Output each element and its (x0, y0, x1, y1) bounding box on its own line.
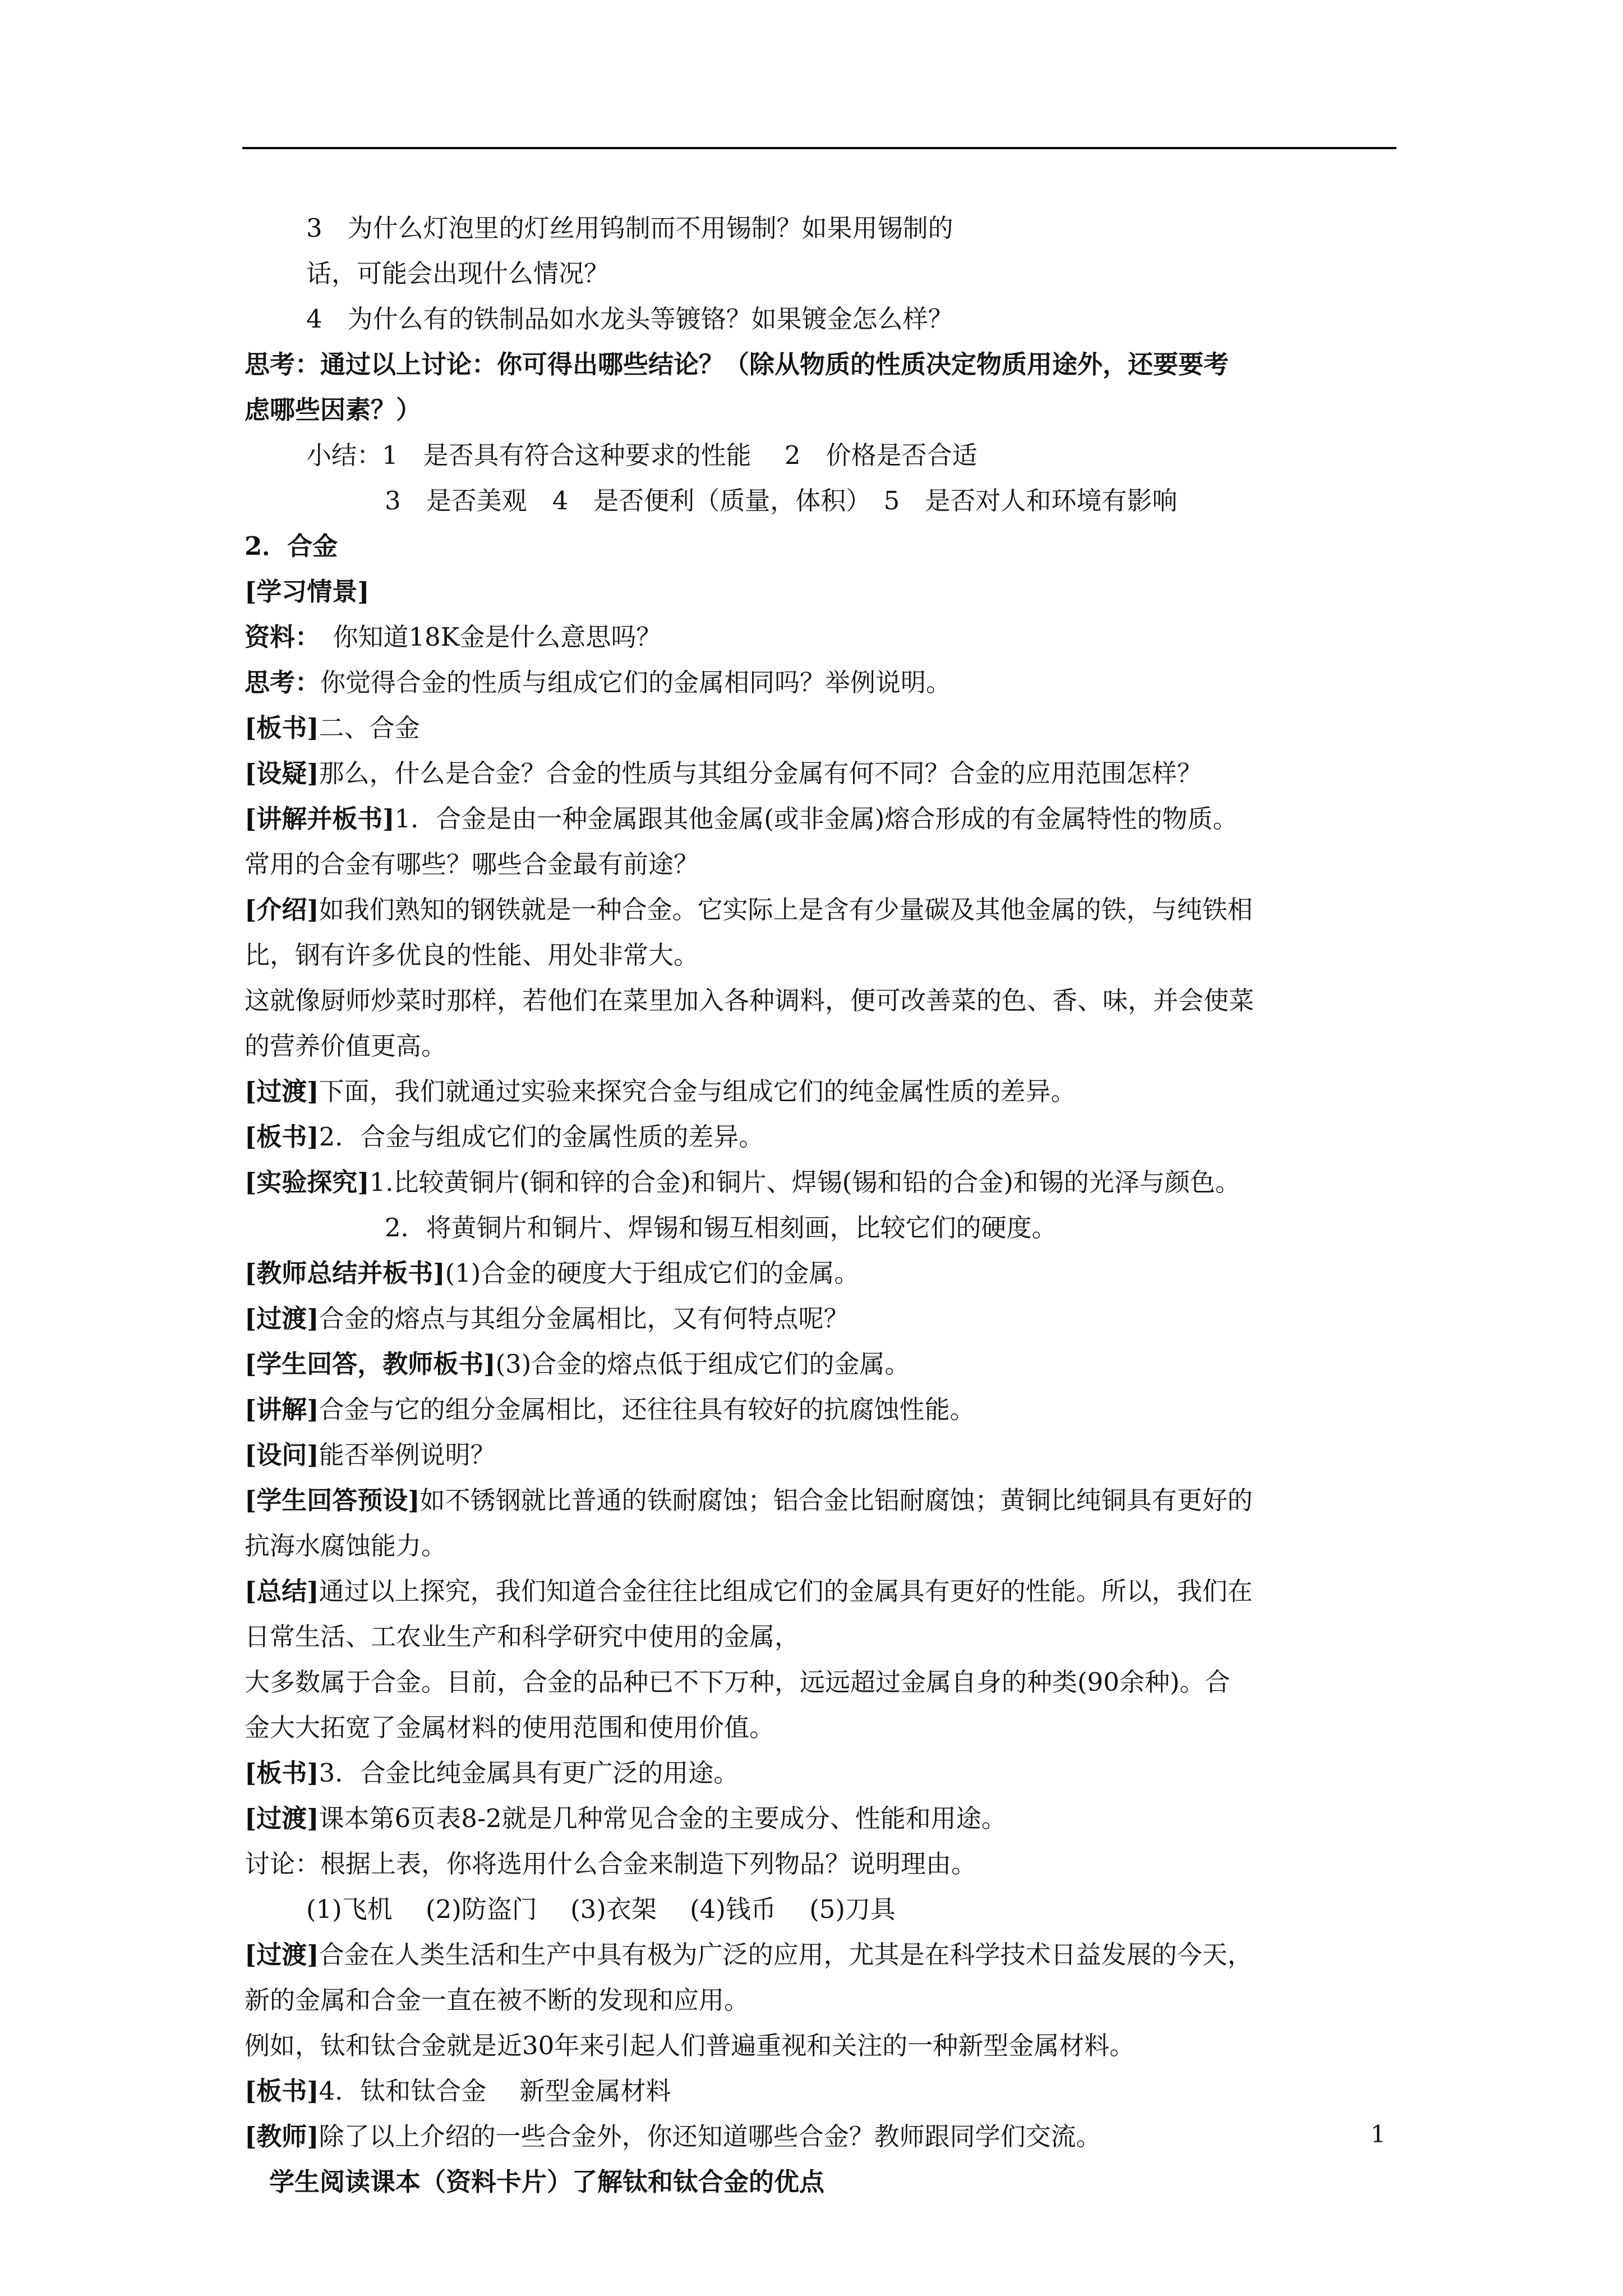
text-line (245, 1750, 1400, 1796)
text-line (245, 251, 1400, 296)
line-text: 虑哪些因素？） (245, 395, 422, 425)
section-tag: [教师总结并板书] (245, 1258, 445, 1288)
text-line (245, 296, 1400, 342)
text-line (245, 1296, 1400, 1341)
text-line (245, 2114, 1400, 2159)
text-line (245, 2159, 1400, 2205)
line-text: 大多数属于合金。目前，合金的品种已不下万种，远远超过金属自身的种类(90余种)。合 (245, 1667, 1230, 1697)
text-line (245, 1069, 1400, 1114)
text-line (245, 1023, 1400, 1069)
section-tag: [过渡] (245, 1803, 319, 1833)
line-text: 除了以上介绍的一些合金外，你还知道哪些合金？教师跟同学们交流。 (319, 2122, 1101, 2151)
text-line (245, 342, 1400, 387)
line-text: 如我们熟知的钢铁就是一种合金。它实际上是含有少量碳及其他金属的铁，与纯铁相 (319, 895, 1253, 924)
text-line (245, 1977, 1400, 2023)
line-text: 小结：1 是否具有符合这种要求的性能 2 价格是否合适 (306, 440, 978, 470)
text-line (245, 523, 1400, 569)
line-text: 比，钢有许多优良的性能、用处非常大。 (245, 940, 699, 970)
text-line (245, 1887, 1400, 1932)
line-text: 你觉得合金的性质与组成它们的金属相同吗？举例说明。 (320, 668, 952, 697)
text-line (245, 569, 1400, 614)
line-text: 话，可能会出现什么情况？ (306, 259, 610, 288)
text-line (245, 978, 1400, 1023)
line-text: 新的金属和合金一直在被不断的发现和应用。 (245, 1985, 750, 2015)
section-tag: [实验探究] (245, 1167, 370, 1197)
section-tag: [过渡] (245, 1940, 319, 1970)
text-line (245, 1523, 1400, 1568)
line-text: 合金在人类生活和生产中具有极为广泛的应用，尤其是在科学技术日益发展的今天， (319, 1940, 1253, 1970)
line-text: 3 是否美观 4 是否便利（质量，体积） 5 是否对人和环境有影响 (385, 486, 1178, 516)
text-line (245, 1114, 1400, 1159)
text-line (245, 1659, 1400, 1705)
section-tag: [讲解] (245, 1395, 319, 1424)
text-line (245, 205, 1400, 251)
line-text: 2．合金 (245, 531, 338, 561)
line-text: 抗海水腐蚀能力。 (245, 1531, 447, 1561)
line-text: 下面，我们就通过实验来探究合金与组成它们的纯金属性质的差异。 (319, 1076, 1076, 1106)
header-rule (242, 147, 1396, 149)
line-text: 1.比较黄铜片(铜和锌的合金)和铜片、焊锡(锡和铅的合金)和锡的光泽与颜色。 (369, 1167, 1241, 1197)
text-line (245, 1432, 1400, 1478)
section-tag: [板书] (245, 1122, 319, 1152)
text-line (245, 1932, 1400, 1977)
section-tag: [过渡] (245, 1304, 319, 1333)
line-text: 学生阅读课本（资料卡片）了解钛和钛合金的优点 (269, 2167, 825, 2197)
page-number: 1 (1371, 2120, 1386, 2148)
line-text: 合金的熔点与其组分金属相比，又有何特点呢？ (319, 1304, 849, 1333)
line-text: 4．钛和钛合金 新型金属材料 (319, 2076, 671, 2106)
section-tag: [板书] (245, 2076, 319, 2106)
line-text: 4 为什么有的铁制品如水龙头等镀铬？如果镀金怎么样？ (306, 304, 953, 334)
text-line (245, 1341, 1400, 1387)
section-tag: [板书] (245, 713, 319, 743)
line-text: 能否举例说明？ (319, 1440, 496, 1470)
line-text: 合金与它的组分金属相比，还往往具有较好的抗腐蚀性能。 (319, 1395, 975, 1424)
line-text: (3)合金的熔点低于组成它们的金属。 (495, 1349, 910, 1379)
text-line (245, 1705, 1400, 1750)
text-line (245, 1387, 1400, 1432)
line-text: 金大大拓宽了金属材料的使用范围和使用价值。 (245, 1713, 775, 1742)
text-line (245, 705, 1400, 751)
text-line (245, 1796, 1400, 1841)
section-tag: [学生回答，教师板书] (245, 1349, 496, 1379)
text-line (245, 796, 1400, 841)
section-tag: [设问] (245, 1440, 319, 1470)
line-text: 如不锈钢就比普通的铁耐腐蚀；铝合金比铝耐腐蚀；黄铜比纯铜具有更好的 (419, 1485, 1253, 1515)
line-text: 讨论：根据上表，你将选用什么合金来制造下列物品？说明理由。 (245, 1849, 977, 1879)
text-line (245, 1478, 1400, 1523)
text-line (245, 2068, 1400, 2114)
line-text: (1)合金的硬度大于组成它们的金属。 (445, 1258, 860, 1288)
section-tag: [过渡] (245, 1076, 319, 1106)
line-text: 例如，钛和钛合金就是近30年来引起人们普遍重视和关注的一种新型金属材料。 (245, 2031, 1135, 2060)
text-line (245, 478, 1400, 523)
line-text: 3．合金比纯金属具有更广泛的用途。 (319, 1758, 739, 1788)
line-text: 思考：通过以上讨论：你可得出哪些结论？（除从物质的性质决定物质用途外，还要要考 (245, 349, 1229, 379)
line-text: 那么，什么是合金？合金的性质与其组分金属有何不同？合金的应用范围怎样？ (319, 758, 1202, 788)
document-body (245, 205, 1400, 2205)
line-text: 1．合金是由一种金属跟其他金属(或非金属)熔合形成的有金属特性的物质。 (394, 804, 1238, 834)
text-line (245, 1614, 1400, 1659)
line-text: 这就像厨师炒菜时那样，若他们在菜里加入各种调料，便可改善菜的色、香、味，并会使菜 (245, 986, 1255, 1015)
text-line (245, 1250, 1400, 1296)
line-text: 2．合金与组成它们的金属性质的差异。 (319, 1122, 764, 1152)
text-line (245, 751, 1400, 796)
line-text: 课本第6页表8-2就是几种常见合金的主要成分、性能和用途。 (319, 1803, 1007, 1833)
text-line (245, 1159, 1400, 1205)
text-line (245, 2023, 1400, 2068)
line-text: 二、合金 (319, 713, 420, 743)
line-text: 2．将黄铜片和铜片、焊锡和锡互相刻画，比较它们的硬度。 (385, 1213, 1057, 1243)
section-tag: 资料： (245, 622, 308, 652)
line-text: 常用的合金有哪些？哪些合金最有前途？ (245, 849, 699, 879)
text-line (245, 887, 1400, 932)
line-text: 3 为什么灯泡里的灯丝用钨制而不用锡制？如果用锡制的 (306, 213, 953, 243)
section-tag: [介绍] (245, 895, 319, 924)
line-text: 的营养价值更高。 (245, 1031, 447, 1061)
text-line (245, 841, 1400, 887)
section-tag: [设疑] (245, 758, 319, 788)
line-text: 通过以上探究，我们知道合金往往比组成它们的金属具有更好的性能。所以，我们在 (319, 1576, 1253, 1606)
text-line (245, 1841, 1400, 1887)
section-tag: [讲解并板书] (245, 804, 395, 834)
line-text: 日常生活、工农业生产和科学研究中使用的金属， (245, 1622, 800, 1651)
line-text: (1)飞机 (2)防盗门 (3)衣架 (4)钱币 (5)刀具 (306, 1894, 896, 1924)
text-line (245, 614, 1400, 660)
text-line (245, 660, 1400, 705)
section-tag: [总结] (245, 1576, 319, 1606)
section-tag: [教师] (245, 2122, 319, 2151)
line-text: [学习情景] (245, 577, 370, 606)
text-line (245, 387, 1400, 432)
text-line (245, 932, 1400, 978)
section-tag: [学生回答预设] (245, 1485, 420, 1515)
text-line (245, 1205, 1400, 1250)
text-line (245, 432, 1400, 478)
line-text: 你知道18K金是什么意思吗？ (307, 622, 662, 652)
section-tag: 思考： (245, 668, 321, 697)
text-line (245, 1568, 1400, 1614)
section-tag: [板书] (245, 1758, 319, 1788)
